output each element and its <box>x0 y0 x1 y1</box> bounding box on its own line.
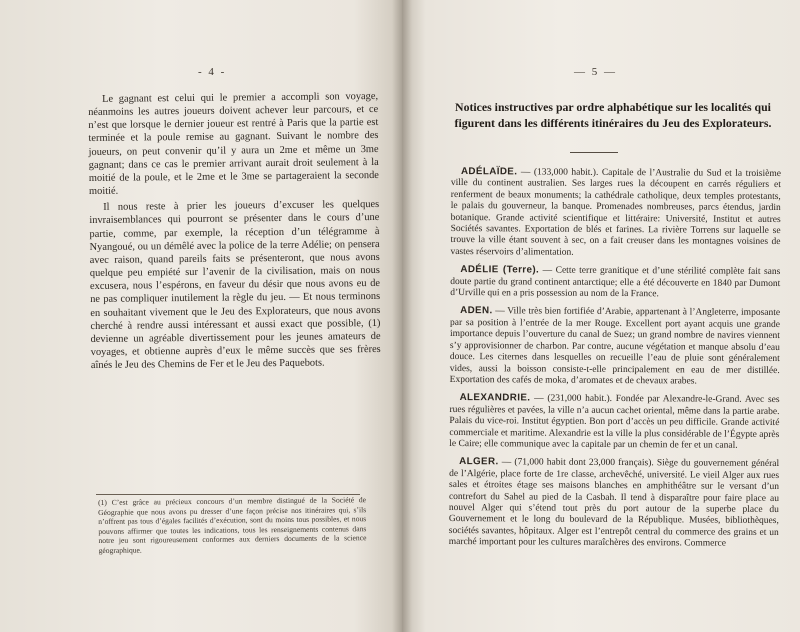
notice-entry <box>449 456 780 550</box>
entry-name: ALEXANDRIE. <box>459 392 531 404</box>
paragraph: Il nous reste à prier les joueurs d’excuser les quelques invraisemblances qui pourront se présenter dans le cours d’une partie, comme, par exemple, la réception d’un télégramme à Nyangoué, ou un démêlé avec la police de la terre Adélie; on pensera avec raison, quand pareils faits se présenteront, que nous avons quelque peu empiété sur l’avenir de la civilisation, mais on nous excusera, nous l’espérons, en faveur du désir que nous avons eu de ne pas compliquer inutilement la règle du jeu. — Et nous terminons en souhaitant vivement que le Jeu des Explorateurs, que nous avons cherché à rendre aussi intéressant et aussi exact que possible, (1) devienne un agréable divertissement pour les jeunes amateurs de voyages, et obtienne auprès d’eux le même succès que ses frères aînés le Jeu des Chemins de Fer et le Jeu des Paquebots. <box>89 199 381 372</box>
notice-entry <box>450 305 780 388</box>
footnote: (1) C’est grâce au précieux concours d’un membre distingué de la Société de Géographie que nous avons pu dresser d’une façon précise nos itinéraires qui, s’ils n’offrent pas tous d’égales facilités d’exécution, sont du moins tous possibles, et nous pouvons affirmer que toutes les indications, tous les renseignements contenus dans notre jeu sont rigoureusement conformes aux derniers documents de la science géographique. <box>98 495 367 555</box>
entry-text: — (133,000 habit.). Capitale de l’Australie du Sud et la troisième ville du continent australien. Ses larges rues la découpent en carrés réguliers et renferment de beaux monuments; la cathédrale catholique, deux temples protestants, le palais du gouverneur, la banque. Promenades nombreuses, parcs étendus, jardin botanique. Grande activité scientifique et littéraire: Université, Institut et autres Sociétés savantes. Exportation de blés et farines. La rivière Torrens sur laquelle se trouve la ville étant souvent à sec, on a fait creuser dans les montagnes voisines de vastes réservoirs d’alimentation. <box>450 167 781 258</box>
notice-entry <box>450 166 781 260</box>
right-page <box>402 0 800 632</box>
entry-text: — Cette terre granitique et d’une stérilité complète fait sans doute partie du grand continent antarctique; elle a été découverte en 1840 par Dumont d’Urville qui en a pris possession au nom de la France. <box>450 265 781 300</box>
notice-entry <box>450 264 780 301</box>
notice-entries <box>449 166 781 557</box>
section-title: Notices instructives par ordre alphabétique sur les localités qui figurent dans les différents itinéraires du Jeu des Explorateurs. <box>454 100 772 130</box>
entry-text: — (71,000 habit dont 23,000 français). Siège du gouvernement général de l’Algérie, place forte de 1re classe, archevêché, université. Le vieil Alger aux rues sales et étroites étage ses maisons blanches en amphithéâtre sur le versant d’un contrefort du Sahel au pied de la Casbah. Il tend à disparaître pour faire place au nouvel Alger qui s’étend tout près du port autour de la superbe place du Gouvernement et le long du boulevard de la République. Musées, bibliothèques, sociétés savantes, hôpitaux. Alger est l’entrepôt central du commerce des grains et un marché important pour les cultures maraîchères des environs. Commerce <box>448 457 780 549</box>
entry-name: ADEN. <box>460 305 493 317</box>
entry-name: ALGER. <box>459 456 499 468</box>
entry-name: ADÉLIE (Terre). <box>460 264 540 276</box>
left-body-text <box>88 90 381 372</box>
notice-entry <box>449 392 779 452</box>
paragraph: Le gagnant est celui qui le premier a accompli son voyage, néanmoins les autres joueurs doivent achever leur parcours, et ce n’est que lorsque le dernier joueur est rentré à Paris que la partie est terminée et la poule remise au gagnant. Suivant le nombre des joueurs, on peut convenir qu’il y aura un 2me et même un 3me gagnant; dans ce cas le premier arrivant aurait droit seulement à la moitié de la poule, et le 2me et le 3me se partageraient la seconde moitié. <box>88 90 379 198</box>
entry-text: — Ville très bien fortifiée d’Arabie, appartenant à l’Angleterre, imposante par sa position à l’entrée de la mer Rouge. Excellent port ayant acquis une grande importance depuis l’ouverture du canal de Suez; un grand nombre de navires viennent s’y approvisionner de charbon. Par contre, aucune végétation et manque absolu d’eau douce. Les citernes dans lesquelles on recueille l’eau de pluie sont généralement vides, aussi la boisson consiste-t-elle principalement en eau de mer distillée. Exportation des cafés de moka, d’aromates et de chevaux arabes. <box>449 306 781 387</box>
entry-name: ADÉLAÏDE. <box>460 166 518 178</box>
title-divider <box>570 152 618 153</box>
book-gutter-shadow <box>392 0 412 632</box>
page-number-left: - 4 - <box>198 66 227 78</box>
entry-text: — (231,000 habit.). Fondée par Alexandre-le-Grand. Avec ses rues régulières et pavées, la ville n’a aucun cachet oriental, même dans la partie arabe. Palais du vice-roi. Institut égyptien. Bon port d’accès un peu difficile. Grande activité commerciale et maritime. Alexandrie est la ville la plus considérable de l’Égypte après le Caire; elle communique avec la capitale par un chemin de fer et un canal. <box>449 393 780 451</box>
page-number-right: — 5 — <box>574 66 617 78</box>
